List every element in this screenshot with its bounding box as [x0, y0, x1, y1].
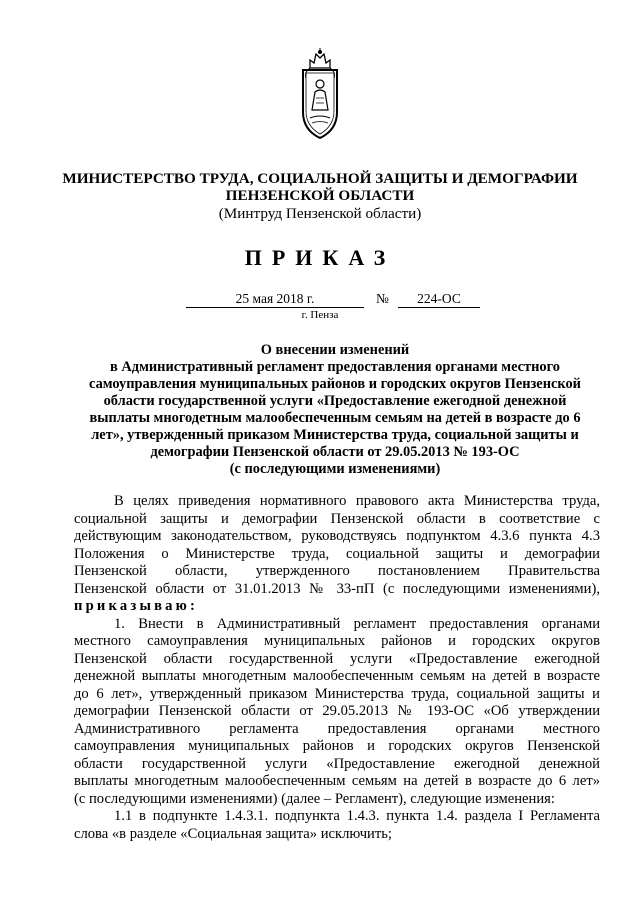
item-1-line: местного самоуправления муниципальных районов и городских округов [74, 633, 600, 649]
order-subject [70, 342, 600, 478]
item-1-line: (с последующими изменениями) (далее – Регламент), следующие изменения: [74, 790, 555, 807]
item-1-paragraph [74, 616, 600, 809]
item-1-line: Административного регламента предоставления органами местного [74, 720, 600, 737]
preamble-line: Пензенской области, утвержденного постановлением Правительства [74, 563, 600, 579]
ministry-short-name: (Минтруд Пензенской области) [218, 205, 422, 222]
item-1-1-paragraph [74, 808, 600, 843]
subject-line: лет», утвержденный приказом Министерства труда, социальной защиты и [91, 427, 579, 443]
item-1-1-line: 1.1 в подпункте 1.4.3.1. подпункта 1.4.3. пункта 1.4. раздела I Регламента [114, 808, 600, 824]
ministry-name-line1: МИНИСТЕРСТВО ТРУДА, СОЦИАЛЬНОЙ ЗАЩИТЫ И ДЕМОГРАФИИ [62, 170, 578, 187]
item-1-line: Пензенской области государственной услуги «Предоставление ежегодной [74, 650, 600, 667]
preamble-line: В целях приведения нормативного правового акта Министерства труда, [114, 493, 600, 509]
order-date: 25 мая 2018 г. [186, 291, 364, 308]
preamble-line: социальной защиты и демографии Пензенской области в соответствие с [74, 510, 600, 527]
document-type-title: ПРИКАЗ [244, 245, 396, 270]
ministry-name-line2: ПЕНЗЕНСКОЙ ОБЛАСТИ [225, 187, 415, 204]
item-1-line: выплаты многодетным малообеспеченным семьям на детей в возрасте до 6 лет» [74, 773, 600, 789]
preamble-paragraph [74, 493, 600, 616]
order-body [74, 493, 600, 843]
subject-line: самоуправления муниципальных районов и городских округов Пензенской [89, 376, 581, 392]
subject-line: демографии Пензенской области от 29.05.2013 № 193-ОС [150, 444, 520, 460]
item-1-1-line: слова «в разделе «Социальная защита» исключить; [74, 825, 392, 842]
preamble-line: действующим законодательством, руководствуясь подпунктом 4.3.6 пункта 4.3 [74, 528, 600, 544]
order-city: г. Пенза [301, 309, 339, 321]
order-word: приказываю: [74, 598, 199, 614]
subject-line: выплаты многодетным малообеспеченным семьям на детей в возрасте до 6 [89, 410, 581, 426]
preamble-line: Положения о Министерстве труда, социальной защиты и демографии [74, 545, 600, 562]
item-1-line: денежной выплаты многодетным малообеспеченным семьям на детей в возрасте [74, 668, 600, 684]
subject-line: (с последующими изменениями) [229, 461, 441, 477]
item-1-line: 1. Внести в Административный регламент предоставления органами [114, 615, 600, 632]
ministry-name [40, 170, 600, 204]
preamble-line: Пензенской области от 31.01.2013 № 33-пП (с последующими изменениями), [74, 580, 600, 597]
item-1-line: до 6 лет», утвержденный приказом Министерства труда, социальной защиты и [74, 685, 600, 702]
item-1-line: самоуправления муниципальных районов и городских округов Пензенской [74, 738, 600, 754]
item-1-line: демографии Пензенской области от 29.05.2013 № 193-ОС «Об утверждении [74, 703, 600, 719]
order-number-label: № [376, 291, 389, 306]
subject-line: области государственной услуги «Предоставление ежегодной денежной [103, 393, 567, 409]
subject-line: в Административный регламент предоставления органами местного [110, 359, 560, 375]
item-1-line: области государственной услуги «Предоставление ежегодной денежной [74, 755, 600, 772]
order-number: 224-ОС [398, 291, 480, 308]
subject-line: О внесении изменений [260, 342, 410, 358]
coat-of-arms-icon [296, 48, 344, 140]
